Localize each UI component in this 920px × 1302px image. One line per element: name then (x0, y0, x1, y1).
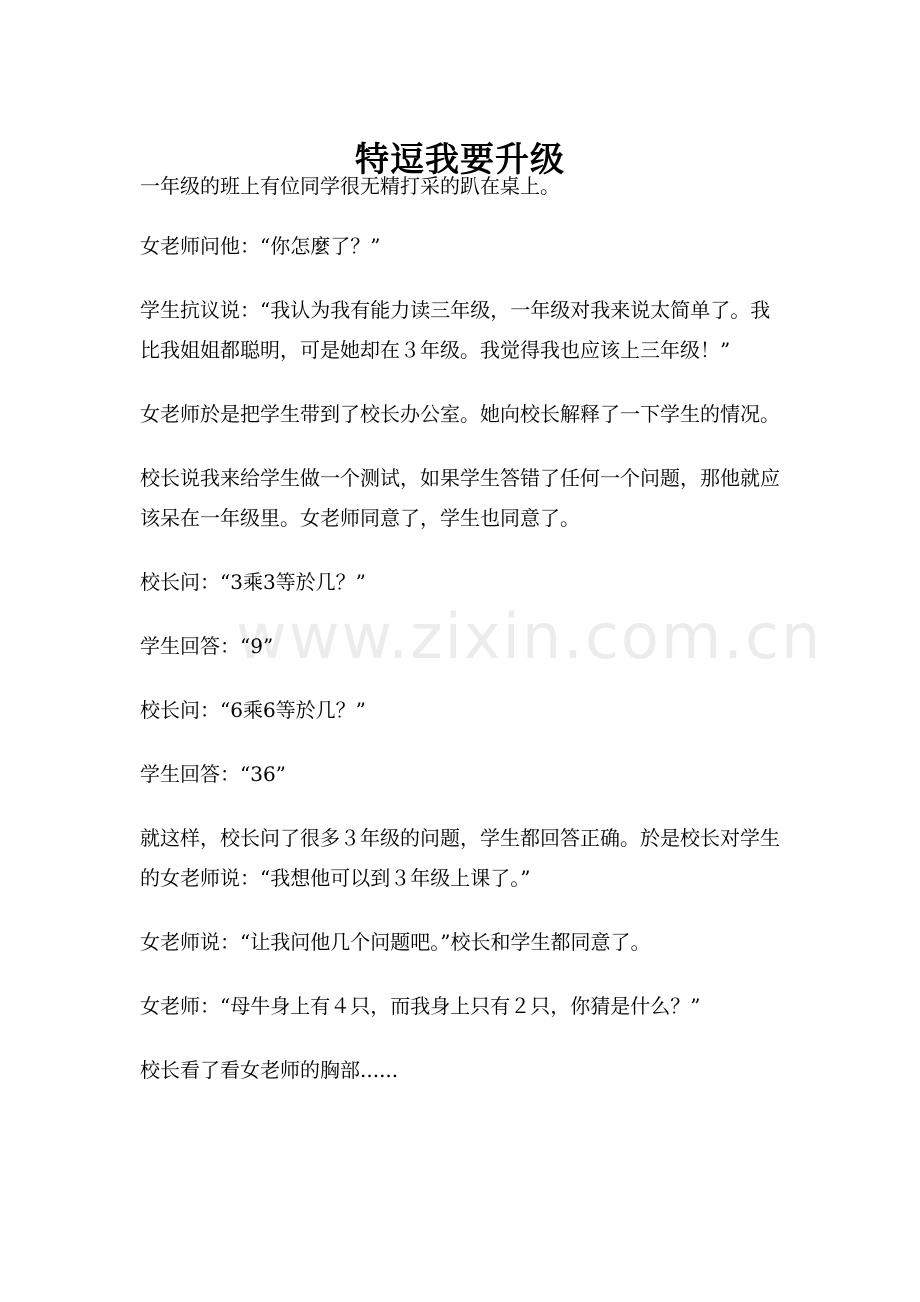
paragraph: 就这样，校长问了很多３年级的问题，学生都回答正确。於是校长对学生的女老师说：“我想他可以到３年级上课了。” (140, 826, 780, 890)
paragraph: 学生回答：“9” (140, 634, 274, 658)
paragraph: 学生回答：“36” (140, 762, 286, 786)
document-body (140, 166, 790, 1114)
paragraph: 校长问：“3乘3等於几？” (140, 570, 366, 594)
paragraph: 校长说我来给学生做一个测试，如果学生答错了任何一个问题，那他就应该呆在一年级里。女老师同意了，学生也同意了。 (140, 466, 780, 530)
paragraph: 女老师问他：“你怎麼了？” (140, 234, 381, 258)
paragraph: 女老师於是把学生带到了校长办公室。她向校长解释了一下学生的情况。 (140, 402, 780, 426)
paragraph: 校长问：“6乘6等於几？” (140, 698, 366, 722)
paragraph: 女老师：“母牛身上有４只，而我身上只有２只，你猜是什么？” (140, 994, 701, 1018)
paragraph: 一年级的班上有位同学很无精打采的趴在桌上。 (140, 174, 560, 198)
paragraph: 校长看了看女老师的胸部...... (140, 1058, 399, 1082)
page-title: 特逗我要升级 (355, 139, 565, 180)
paragraph: 女老师说：“让我问他几个问题吧。”校长和学生都同意了。 (140, 930, 651, 954)
paragraph: 学生抗议说：“我认为我有能力读三年级，一年级对我来说太简单了。我比我姐姐都聪明，可是她却在３年级。我觉得我也应该上三年级！” (140, 298, 771, 362)
watermark: www.zixin.com.cn (236, 600, 823, 673)
